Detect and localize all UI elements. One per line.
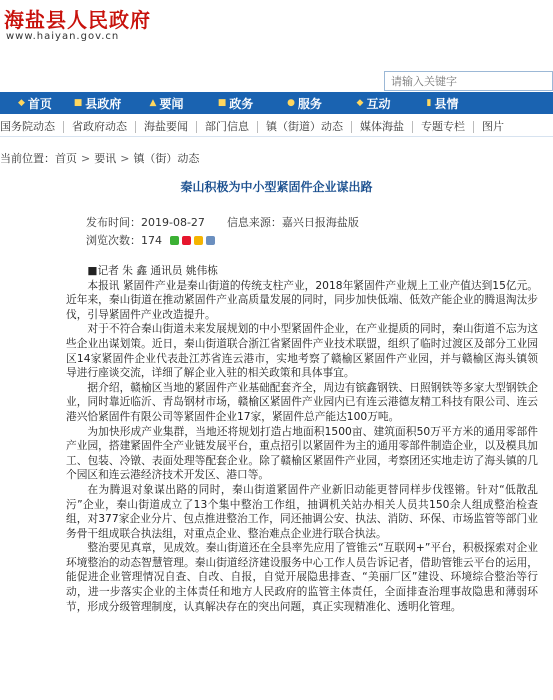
breadcrumb-home[interactable]: 首页: [55, 152, 77, 165]
nav-item-label: 首页: [27, 96, 52, 111]
article-paragraph: 对于不符合秦山街道未来发展规划的中小型紧固件企业，在产业提质的同时，秦山街道不忘为这些企业出谋划策。近日，秦山街道联合浙江省紧固件产业技术联盟，组织了临时过渡区及部分工业园区14家紧固件企业代表赴江苏省连云港市，实地考察了赣榆区紧固件产业园，并与赣榆区海头镇领导进行座谈交流，详细了解企业入驻的相关政策和具体事宜。: [66, 322, 538, 380]
nav-item-news[interactable]: [132, 92, 201, 114]
subnav-item-state-council[interactable]: 国务院动态: [0, 121, 64, 133]
document-icon: ■: [217, 98, 227, 108]
article-paragraph: 在为腾退对象谋出路的同时，秦山街道紧固件产业新旧动能更替同样步伐铿锵。针对“低散乱污”企业，秦山街道成立了13个集中整治工作组，抽调机关站办相关人员共150余人组成整治检查组，对377家企业分片、包点推进整治工作，同还抽调公安、执法、消防、环保、市场监管等部门业务骨干组成联合执法组，对重点企业、整治难点企业进行联合执法。: [66, 482, 538, 540]
nav-item-label: 县政府: [85, 96, 122, 111]
subnav-item-town-news[interactable]: 镇（街道）动态: [258, 121, 352, 133]
nav-item-label: 互动: [366, 96, 391, 111]
article-title: 秦山积极为中小型紧固件企业谋出路: [180, 180, 373, 194]
site-header: [0, 0, 553, 70]
news-icon: ▲: [149, 98, 157, 108]
article-meta: [86, 214, 359, 230]
breadcrumb-separator: >: [81, 151, 91, 165]
site-logo-title[interactable]: 海盐县人民政府: [4, 8, 151, 32]
home-icon: ◆: [18, 98, 25, 108]
print-icon[interactable]: [206, 236, 215, 245]
site-logo-url: www.haiyan.gov.cn: [6, 31, 120, 42]
article-content: [66, 264, 538, 614]
breadcrumb-town-news[interactable]: 镇（街）动态: [133, 152, 200, 165]
nav-item-services[interactable]: [270, 92, 339, 114]
chat-icon: ◆: [356, 98, 364, 108]
breadcrumb-separator: >: [120, 151, 130, 165]
views-count: 174: [141, 233, 162, 247]
subnav-item-pictures[interactable]: 图片: [482, 119, 504, 133]
wechat-share-icon[interactable]: [170, 236, 179, 245]
share-icons: [170, 236, 215, 245]
article-paragraph: 为加快形成产业集群，当地还将规划打造占地面积1500亩、建筑面积50万平方米的通用零部件产业园，搭建紧固件全产业链发展平台，重点招引以紧固件为主的通用零部件制造企业，以及模具加工、包装、冷镦、表面处理等配套企业。除了赣榆区紧固件产业园，考察团还实地走访了海头镇的几个园区和连云港经济技术开发区、港口等。: [66, 424, 538, 482]
article-paragraph: 整治要见真章，见成效。秦山街道还在全县率先应用了管锥云“互联网+”平台，积极探索对企业环境整治的动态智慧管理。秦山街道经济建设服务中心工作人员告诉记者，借助管锥云平台的运用，能促进企业管理情况自查、自改、自报，自觉开展隐患排查、“美丽厂区”建设、环境综合整治等行动，进一步落实企业的主体责任和地方人民政府的监管主体责任，全面排查治理事故隐患和薄弱环节，形成分级管理制度，认真解决存在的突出问题，真正实现精准化、透明化管理。: [66, 541, 538, 613]
nav-item-county-government[interactable]: [63, 92, 132, 114]
sub-nav: [0, 117, 553, 137]
nav-item-government-affairs[interactable]: [201, 92, 270, 114]
subnav-item-haiyan-news[interactable]: 海盐要闻: [136, 121, 197, 133]
nav-item-label: 政务: [229, 96, 254, 111]
subnav-item-topics[interactable]: 专题专栏: [413, 121, 474, 133]
subnav-item-department-info[interactable]: 部门信息: [197, 121, 258, 133]
article-reporter: ■记者 朱 鑫 通讯员 姚伟栋: [87, 264, 218, 277]
info-source: 信息来源：嘉兴日报海盐版: [226, 216, 359, 229]
publish-time: 发布时间：2019-08-27: [86, 216, 205, 229]
nav-item-label: 服务: [297, 96, 322, 111]
breadcrumb-prefix: 当前位置：: [0, 152, 55, 165]
article-paragraph: 据介绍，赣榆区当地的紧固件产业基础配套齐全，周边有镔鑫钢铁、日照钢铁等多家大型钢铁企业，同时靠近临沂、青岛钢材市场，赣榆区紧固件产业园内已有连云港德友精工科技有限公司、连云港兴恰紧固件有限公司等紧固件企业17家，紧固件总产能达100万吨。: [66, 380, 538, 423]
service-icon: ●: [287, 98, 295, 108]
nav-item-county-info[interactable]: [408, 92, 477, 114]
weibo-share-icon[interactable]: [182, 236, 191, 245]
subnav-item-province[interactable]: 省政府动态: [64, 121, 136, 133]
building-icon: ■: [73, 98, 83, 108]
article-paragraph: 本报讯 紧固件产业是秦山街道的传统支柱产业，2018年紧固件产业规上工业产值达到15亿元。近年来，秦山街道在推动紧固件产业高质量发展的同时，同步加快低端、低效产能企业的腾退淘汰步伐，引导紧固件产业改造提升。: [66, 278, 538, 321]
nav-item-home[interactable]: [0, 92, 63, 114]
article-meta-views: [86, 232, 215, 248]
nav-item-label: 县情: [434, 96, 459, 111]
info-icon: ▮: [426, 98, 432, 108]
search-input[interactable]: [384, 71, 553, 91]
breadcrumb-news[interactable]: 要讯: [94, 152, 117, 165]
nav-item-interaction[interactable]: [339, 92, 408, 114]
qzone-share-icon[interactable]: [194, 236, 203, 245]
breadcrumb: [0, 150, 199, 166]
views-label: 浏览次数：: [86, 234, 141, 247]
subnav-item-media[interactable]: 媒体海盐: [352, 121, 413, 133]
nav-item-label: 要闻: [159, 96, 184, 111]
main-nav: [0, 92, 553, 114]
